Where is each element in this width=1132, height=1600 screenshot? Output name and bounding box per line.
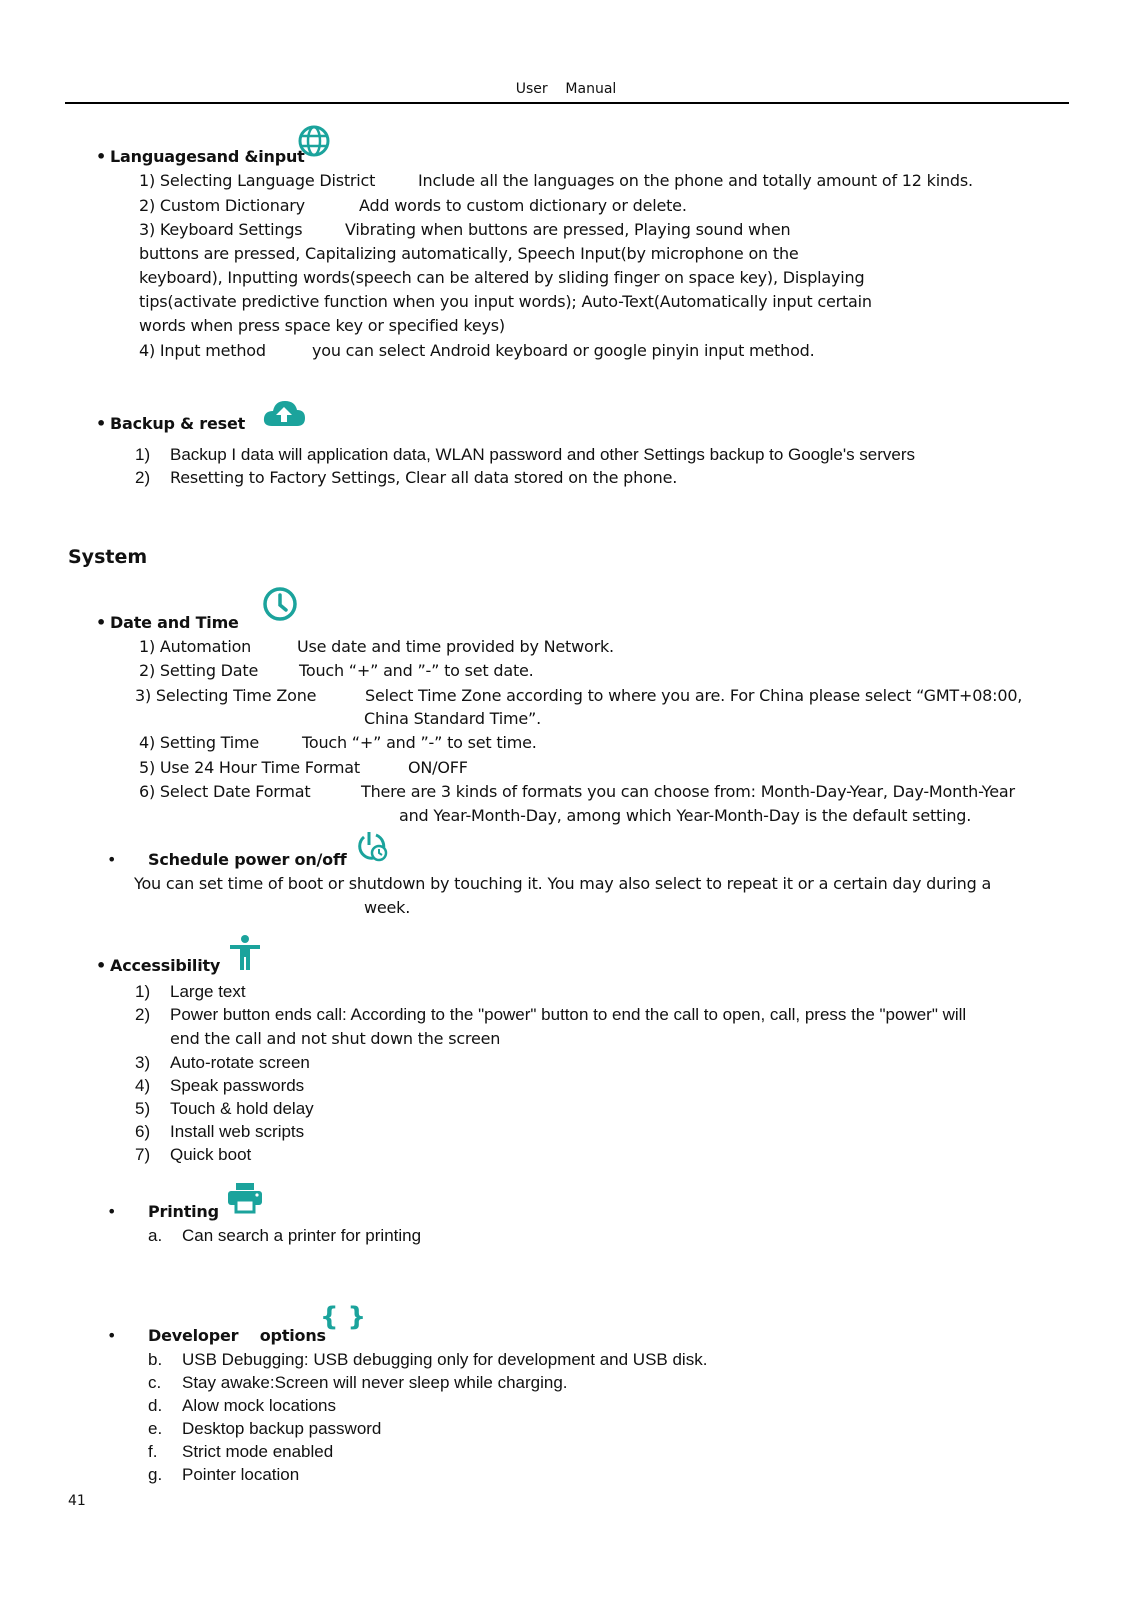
print-item-1-text: Can search a printer for printing bbox=[182, 1226, 422, 1245]
dev-item-3-text: Alow mock locations bbox=[182, 1396, 337, 1415]
acc-item-2-text: Power button ends call: According to the "power" button to end the call to open, call, press the "power" will bbox=[170, 1005, 967, 1024]
backup-heading-text: Backup & reset bbox=[110, 414, 246, 433]
lang-item-3-desc: Vibrating when buttons are pressed, Playing sound when bbox=[345, 220, 791, 239]
header-rule bbox=[65, 102, 1069, 104]
dev-item-4-num: e. bbox=[148, 1419, 163, 1438]
datetime-heading-text: Date and Time bbox=[110, 613, 239, 632]
dt-item-6-desc: There are 3 kinds of formats you can choose from: Month-Day-Year, Day-Month-Year bbox=[361, 782, 1015, 801]
dev-item-4-text: Desktop backup password bbox=[182, 1419, 382, 1438]
acc-item-3-num: 3) bbox=[135, 1053, 151, 1072]
dt-item-1-label: 1) Automation bbox=[139, 637, 252, 656]
dev-item-3-num: d. bbox=[148, 1396, 163, 1415]
acc-item-5-text: Touch & hold delay bbox=[170, 1099, 314, 1118]
dt-item-4-desc: Touch “+” and ”-” to set time. bbox=[302, 733, 537, 752]
backup-item-2-text: Resetting to Factory Settings, Clear all data stored on the phone. bbox=[170, 468, 678, 487]
backup-item-2-num: 2) bbox=[135, 468, 151, 487]
dev-item-6-text: Pointer location bbox=[182, 1465, 300, 1484]
backup-item-1-text: Backup I data will application data, WLAN password and other Settings backup to Google's servers bbox=[170, 445, 916, 464]
dt-item-6-desc-2: and Year-Month-Day, among which Year-Month-Day is the default setting. bbox=[399, 806, 972, 825]
acc-item-1-num: 1) bbox=[135, 982, 151, 1001]
lang-keyboard-line-3: tips(activate predictive function when you input words); Auto-Text(Automatically input certain bbox=[139, 292, 872, 311]
lang-keyboard-line-1: buttons are pressed, Capitalizing automatically, Speech Input(by microphone on the bbox=[139, 244, 799, 263]
backup-heading bbox=[96, 414, 245, 433]
braces-icon bbox=[320, 1302, 367, 1332]
schedule-line-1: You can set time of boot or shutdown by touching it. You may also select to repeat it or a certain day during a bbox=[134, 874, 992, 893]
languages-heading-text: Languagesand &input bbox=[110, 147, 305, 166]
system-section-title: System bbox=[68, 546, 148, 568]
dt-item-2-label: 2) Setting Date bbox=[139, 661, 259, 680]
developer-bullet: • bbox=[107, 1326, 117, 1345]
printing-bullet: • bbox=[107, 1202, 117, 1221]
cloud-upload-icon bbox=[262, 398, 306, 430]
dt-item-5-desc: ON/OFF bbox=[408, 758, 468, 777]
acc-item-5-num: 5) bbox=[135, 1099, 151, 1118]
acc-item-2-text-2: end the call and not shut down the screen bbox=[170, 1029, 501, 1048]
acc-item-7-text: Quick boot bbox=[170, 1145, 252, 1164]
lang-item-4-desc: you can select Android keyboard or google pinyin input method. bbox=[312, 341, 815, 360]
dt-item-5-label: 5) Use 24 Hour Time Format bbox=[139, 758, 360, 777]
dt-item-3-label: 3) Selecting Time Zone bbox=[135, 686, 317, 705]
dt-item-3-desc: Select Time Zone according to where you are. For China please select “GMT+08:00, bbox=[365, 686, 1023, 705]
page-number: 41 bbox=[68, 1493, 86, 1509]
lang-item-1-desc: Include all the languages on the phone and totally amount of 12 kinds. bbox=[418, 171, 973, 190]
acc-item-1-text: Large text bbox=[170, 982, 246, 1001]
languages-heading bbox=[96, 147, 305, 166]
lang-item-2-desc: Add words to custom dictionary or delete. bbox=[359, 196, 687, 215]
lang-item-4-label: 4) Input method bbox=[139, 341, 266, 360]
acc-item-6-text: Install web scripts bbox=[170, 1122, 305, 1141]
lang-keyboard-line-4: words when press space key or specified keys) bbox=[139, 316, 505, 335]
print-item-1-num: a. bbox=[148, 1226, 163, 1245]
acc-item-3-text: Auto-rotate screen bbox=[170, 1053, 310, 1072]
power-clock-icon bbox=[355, 829, 389, 863]
dt-item-4-label: 4) Setting Time bbox=[139, 733, 260, 752]
accessibility-heading-text: Accessibility bbox=[110, 956, 221, 975]
dev-item-2-num: c. bbox=[148, 1373, 162, 1392]
backup-item-1-num: 1) bbox=[135, 445, 151, 464]
acc-item-2-num: 2) bbox=[135, 1005, 151, 1024]
schedule-bullet: • bbox=[107, 850, 117, 869]
datetime-heading bbox=[96, 613, 239, 632]
lang-item-1-label: 1) Selecting Language District bbox=[139, 171, 376, 190]
acc-item-6-num: 6) bbox=[135, 1122, 151, 1141]
dev-item-5-text: Strict mode enabled bbox=[182, 1442, 334, 1461]
globe-icon bbox=[297, 124, 331, 158]
clock-icon bbox=[262, 586, 298, 622]
printing-heading: Printing bbox=[148, 1202, 219, 1221]
dt-item-3-desc-2: China Standard Time”. bbox=[364, 709, 541, 728]
lang-keyboard-line-2: keyboard), Inputting words(speech can be altered by sliding finger on space key), Displaying bbox=[139, 268, 865, 287]
accessibility-heading bbox=[96, 956, 220, 975]
schedule-line-2: week. bbox=[364, 898, 411, 917]
dt-item-6-label: 6) Select Date Format bbox=[139, 782, 311, 801]
schedule-heading: Schedule power on/off bbox=[148, 850, 347, 869]
dev-item-6-num: g. bbox=[148, 1465, 163, 1484]
acc-item-7-num: 7) bbox=[135, 1145, 151, 1164]
printer-icon bbox=[227, 1182, 263, 1214]
dt-item-1-desc: Use date and time provided by Network. bbox=[297, 637, 614, 656]
acc-item-4-num: 4) bbox=[135, 1076, 151, 1095]
page-header-title: User Manual bbox=[515, 81, 617, 97]
dev-item-5-num: f. bbox=[148, 1442, 158, 1461]
dev-item-2-text: Stay awake:Screen will never sleep while charging. bbox=[182, 1373, 568, 1392]
dev-item-1-num: b. bbox=[148, 1350, 163, 1369]
developer-heading: Developer options bbox=[148, 1326, 326, 1345]
lang-item-2-label: 2) Custom Dictionary bbox=[139, 196, 305, 215]
dev-item-1-text: USB Debugging: USB debugging only for development and USB disk. bbox=[182, 1350, 708, 1369]
accessibility-icon bbox=[228, 934, 262, 970]
acc-item-4-text: Speak passwords bbox=[170, 1076, 305, 1095]
lang-item-3-label: 3) Keyboard Settings bbox=[139, 220, 303, 239]
dt-item-2-desc: Touch “+” and ”-” to set date. bbox=[299, 661, 534, 680]
svg-text:{ }: { } bbox=[320, 1302, 367, 1332]
